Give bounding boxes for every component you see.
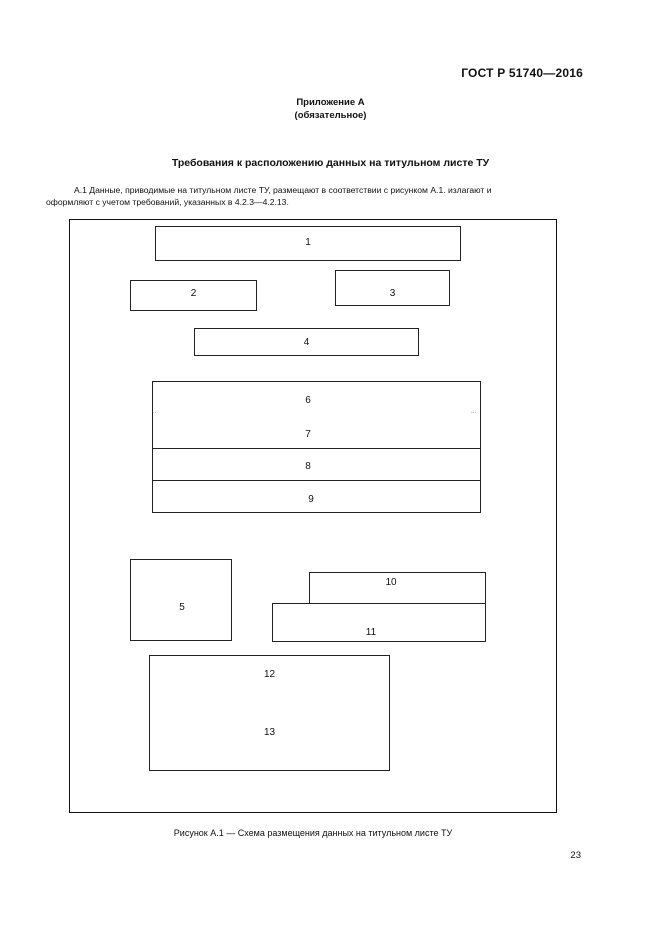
appendix-subtitle: (обязательное) [294,110,367,121]
field-label-13: 13 [263,727,276,738]
divider-8-9 [152,480,481,481]
paragraph-a1 [46,184,584,208]
field-label-11: 11 [365,627,377,638]
field-label-10: 10 [385,577,397,588]
field-label-6: 6 [305,395,311,406]
dotted-mark-right: ... [471,409,477,415]
appendix-title: Приложение А [296,97,365,108]
section-title: Требования к расположению данных на титульном листе ТУ [171,157,490,169]
field-label-7: 7 [305,429,311,440]
field-label-9: 9 [308,494,314,505]
field-label-2: 2 [190,288,197,299]
divider-7-8 [152,448,481,449]
document-number: ГОСТ Р 51740—2016 [461,66,583,80]
field-label-1: 1 [305,237,311,248]
figure-caption: Рисунок А.1 — Схема размещения данных на титульном листе ТУ [173,828,453,838]
paragraph-line-1: А.1 Данные, приводимые на титульном листе ТУ, размещают в соответствии с рисунком А.1. излагают и [74,185,492,195]
field-box-5 [130,559,232,641]
page-number: 23 [570,850,581,861]
field-label-4: 4 [303,337,310,348]
appendix-heading [0,96,661,122]
field-label-3: 3 [389,288,396,299]
field-label-8: 8 [305,461,311,472]
paragraph-line-2: оформляют с учетом требований, указанных в 4.2.3—4.2.13. [46,197,289,207]
dotted-mark-left: .. [153,409,157,415]
field-label-5: 5 [179,602,185,613]
field-label-12: 12 [263,669,276,680]
